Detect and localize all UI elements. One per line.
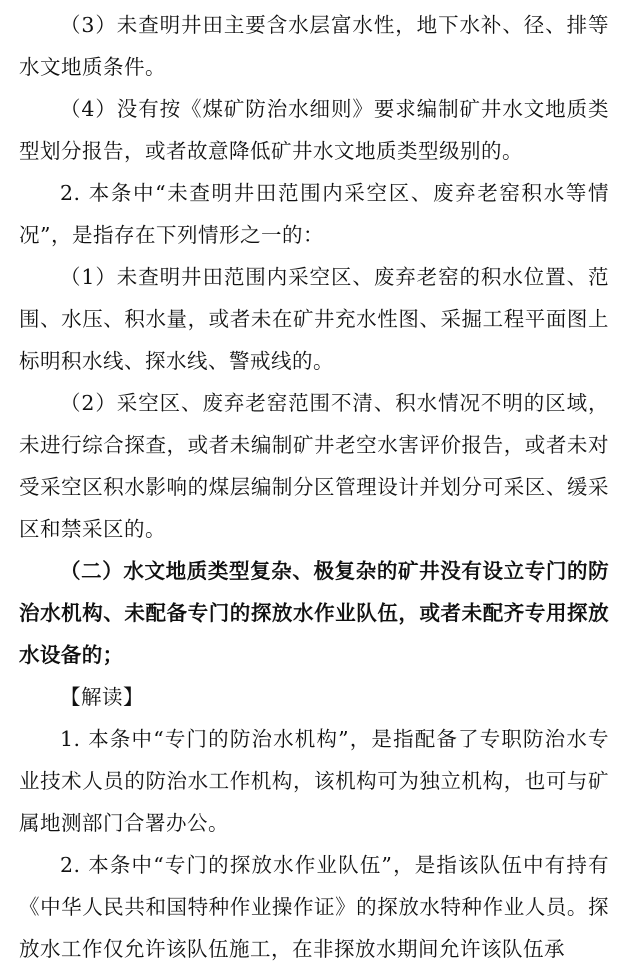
- paragraph-goaf-definition: 2. 本条中“未查明井田范围内采空区、废弃老窑积水等情况”，是指存在下列情形之一的：: [19, 181, 609, 247]
- paragraph-interpretation-1: 1. 本条中“专门的防治水机构”，是指配备了专职防治水专业技术人员的防治水工作机构，该机构可为独立机构，也可与矿属地测部门合署办公。: [19, 727, 609, 835]
- paragraph-item-3-condition: （3）未查明井田主要含水层富水性，地下水补、径、排等水文地质条件。: [19, 13, 609, 79]
- document-page: [19, 4, 609, 970]
- section-heading-2: （二）水文地质类型复杂、极复杂的矿井没有设立专门的防治水机构、未配备专门的探放水作业队伍，或者未配齐专用探放水设备的；: [19, 559, 609, 667]
- paragraph-item-4-condition: （4）没有按《煤矿防治水细则》要求编制矿井水文地质类型划分报告，或者故意降低矿井水文地质类型级别的。: [19, 97, 609, 163]
- paragraph-goaf-item-1: （1）未查明井田范围内采空区、废弃老窑的积水位置、范围、水压、积水量，或者未在矿井充水性图、采掘工程平面图上标明积水线、探水线、警戒线的。: [19, 265, 609, 373]
- interpretation-label: 【解读】: [60, 685, 144, 709]
- paragraph-interpretation-2: 2. 本条中“专门的探放水作业队伍”，是指该队伍中有持有《中华人民共和国特种作业操作证》的探放水特种作业人员。探放水工作仅允许该队伍施工，在非探放水期间允许该队伍承: [19, 853, 609, 961]
- paragraph-goaf-item-2: （2）采空区、废弃老窑范围不清、积水情况不明的区域，未进行综合探查，或者未编制矿井老空水害评价报告，或者未对受采空区积水影响的煤层编制分区管理设计并划分可采区、缓采区和禁采区的。: [19, 391, 609, 541]
